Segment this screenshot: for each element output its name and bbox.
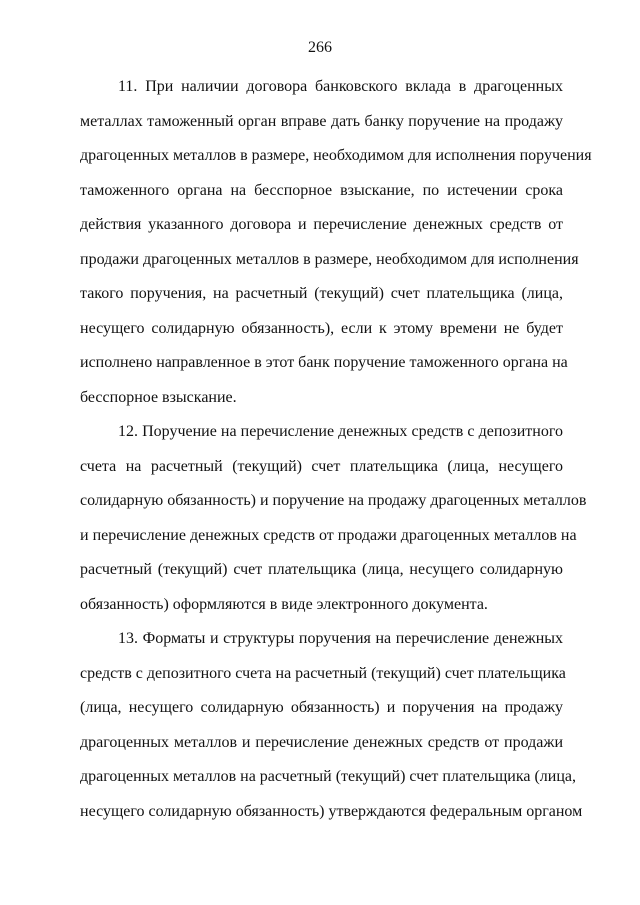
paragraph-line: несущего солидарную обязанность), если к этому времени не будет bbox=[80, 319, 563, 337]
paragraph-line: 13. Форматы и структуры поручения на перечисление денежных bbox=[118, 630, 563, 647]
paragraph-line: и перечисление денежных средств от продажи драгоценных металлов на bbox=[80, 526, 577, 544]
paragraph-line: драгоценных металлов в размере, необходимом для исполнения поручения bbox=[80, 147, 592, 164]
paragraph-line: средств с депозитного счета на расчетный (текущий) счет плательщика bbox=[80, 664, 566, 682]
paragraph-line: бесспорное взыскание. bbox=[80, 388, 237, 406]
paragraph-line: несущего солидарную обязанность) утверждаются федеральным органом bbox=[80, 802, 583, 820]
paragraph-line: (лица, несущего солидарную обязанность) и поручения на продажу bbox=[80, 699, 563, 716]
paragraph-line: исполнено направленное в этот банк поручение таможенного органа на bbox=[80, 354, 568, 371]
paragraph-line: счета на расчетный (текущий) счет плательщика (лица, несущего bbox=[80, 457, 563, 475]
paragraph-line: 11. При наличии договора банковского вклада в драгоценных bbox=[118, 78, 563, 95]
document-body bbox=[80, 70, 592, 829]
paragraph-12 bbox=[80, 415, 587, 622]
paragraph-line: обязанность) оформляются в виде электронного документа. bbox=[80, 595, 488, 613]
paragraph-line: солидарную обязанность) и поручение на продажу драгоценных металлов bbox=[80, 492, 587, 509]
paragraph-line: расчетный (текущий) счет плательщика (лица, несущего солидарную bbox=[80, 561, 563, 578]
paragraph-line: драгоценных металлов и перечисление денежных средств от продажи bbox=[80, 733, 563, 751]
paragraph-line: действия указанного договора и перечисление денежных средств от bbox=[80, 216, 563, 233]
paragraph-line: драгоценных металлов на расчетный (текущий) счет плательщика (лица, bbox=[80, 768, 577, 785]
paragraph-line: металлах таможенный орган вправе дать банку поручение на продажу bbox=[80, 112, 563, 130]
paragraph-11 bbox=[80, 70, 592, 415]
page-number: 266 bbox=[308, 39, 332, 56]
paragraph-13 bbox=[80, 622, 583, 829]
paragraph-line: 12. Поручение на перечисление денежных средств с депозитного bbox=[118, 423, 563, 440]
paragraph-line: такого поручения, на расчетный (текущий) счет плательщика (лица, bbox=[80, 285, 563, 302]
paragraph-line: таможенного органа на бесспорное взыскание, по истечении срока bbox=[80, 181, 563, 199]
paragraph-line: продажи драгоценных металлов в размере, необходимом для исполнения bbox=[80, 250, 579, 268]
